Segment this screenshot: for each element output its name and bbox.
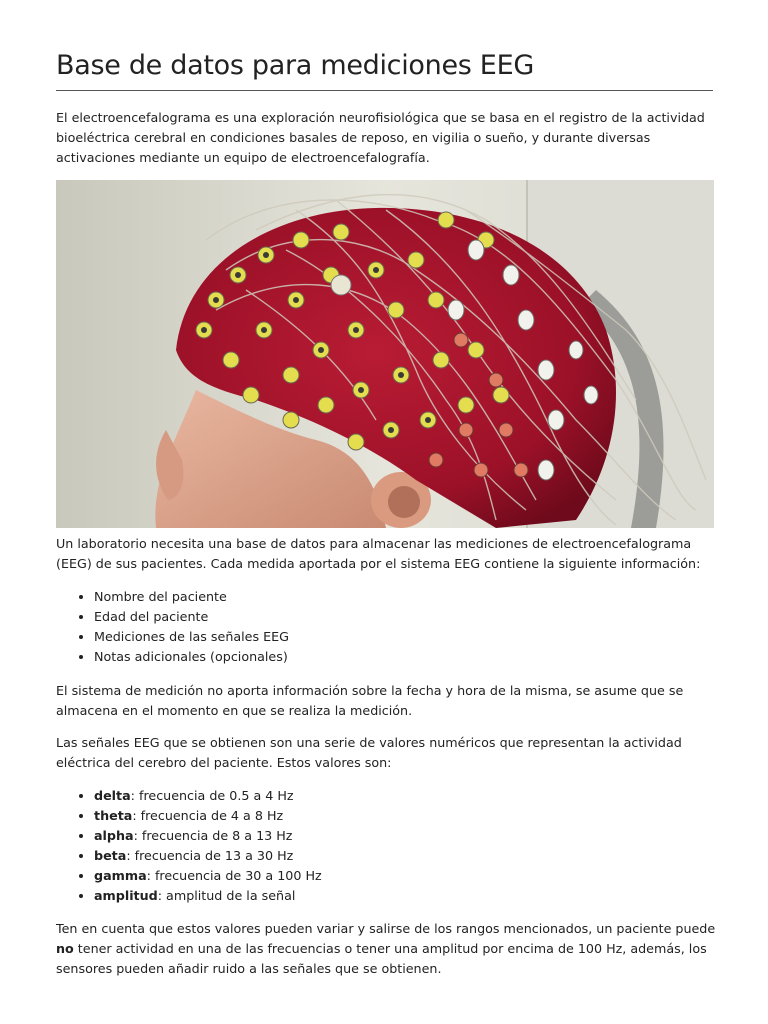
list-item bbox=[94, 786, 322, 806]
list-item: • Mediciones de las señales EEG bbox=[94, 627, 289, 647]
signals-paragraph: Las señales EEG que se obtienen son una serie de valores numéricos que representan la actividad eléctrica del cerebro del paciente. Estos valores son: bbox=[56, 735, 682, 770]
eeg-cap-photo bbox=[56, 180, 714, 528]
signal-desc: : frecuencia de 13 a 30 Hz bbox=[126, 848, 294, 863]
list-item bbox=[94, 866, 322, 886]
signals-list bbox=[76, 786, 322, 906]
list-item: • Notas adicionales (opcionales) bbox=[94, 647, 289, 667]
signal-desc: : amplitud de la señal bbox=[157, 888, 296, 903]
signal-name: gamma bbox=[94, 868, 147, 883]
note-text-b: tener actividad en una de las frecuencias o tener una amplitud por encima de 100 Hz, además, los sensores pueden añadir ruido a las señales que se obtienen. bbox=[56, 941, 707, 976]
note-emphasis: no bbox=[56, 941, 74, 956]
signal-desc: : frecuencia de 8 a 13 Hz bbox=[133, 828, 293, 843]
list-item: • Nombre del paciente bbox=[94, 587, 289, 607]
list-item bbox=[94, 806, 322, 826]
note-text-a: Ten en cuenta que estos valores pueden variar y salirse de los rangos mencionados, un paciente puede bbox=[56, 921, 716, 936]
list-item: • Edad del paciente bbox=[94, 607, 289, 627]
signal-name: alpha bbox=[94, 828, 134, 843]
signal-name: delta bbox=[94, 788, 131, 803]
note-paragraph bbox=[56, 919, 716, 979]
signal-name: theta bbox=[94, 808, 133, 823]
signal-name: beta bbox=[94, 848, 127, 863]
signal-desc: : frecuencia de 30 a 100 Hz bbox=[146, 868, 322, 883]
info-list bbox=[76, 587, 289, 667]
measurement-paragraph: El sistema de medición no aporta información sobre la fecha y hora de la misma, se asume que se almacena en el momento en que se realiza la medición. bbox=[56, 683, 684, 718]
intro-paragraph: El electroencefalograma es una exploración neurofisiológica que se basa en el registro de la actividad bioeléctrica cerebral en condiciones basales de reposo, en vigilia o sueño, y durante diversas activaciones mediante un equipo de electroencefalografía. bbox=[56, 110, 705, 165]
title-divider bbox=[56, 90, 713, 91]
page-title: Base de datos para mediciones EEG bbox=[56, 50, 534, 81]
list-item bbox=[94, 886, 322, 906]
list-item bbox=[94, 826, 322, 846]
lab-paragraph: Un laboratorio necesita una base de datos para almacenar las mediciones de electroencefalograma (EEG) de sus pacientes. Cada medida aportada por el sistema EEG contiene la siguiente información: bbox=[56, 536, 701, 571]
signal-desc: : frecuencia de 4 a 8 Hz bbox=[132, 808, 284, 823]
signal-desc: : frecuencia de 0.5 a 4 Hz bbox=[130, 788, 294, 803]
signal-name: amplitud bbox=[94, 888, 158, 903]
list-item bbox=[94, 846, 322, 866]
